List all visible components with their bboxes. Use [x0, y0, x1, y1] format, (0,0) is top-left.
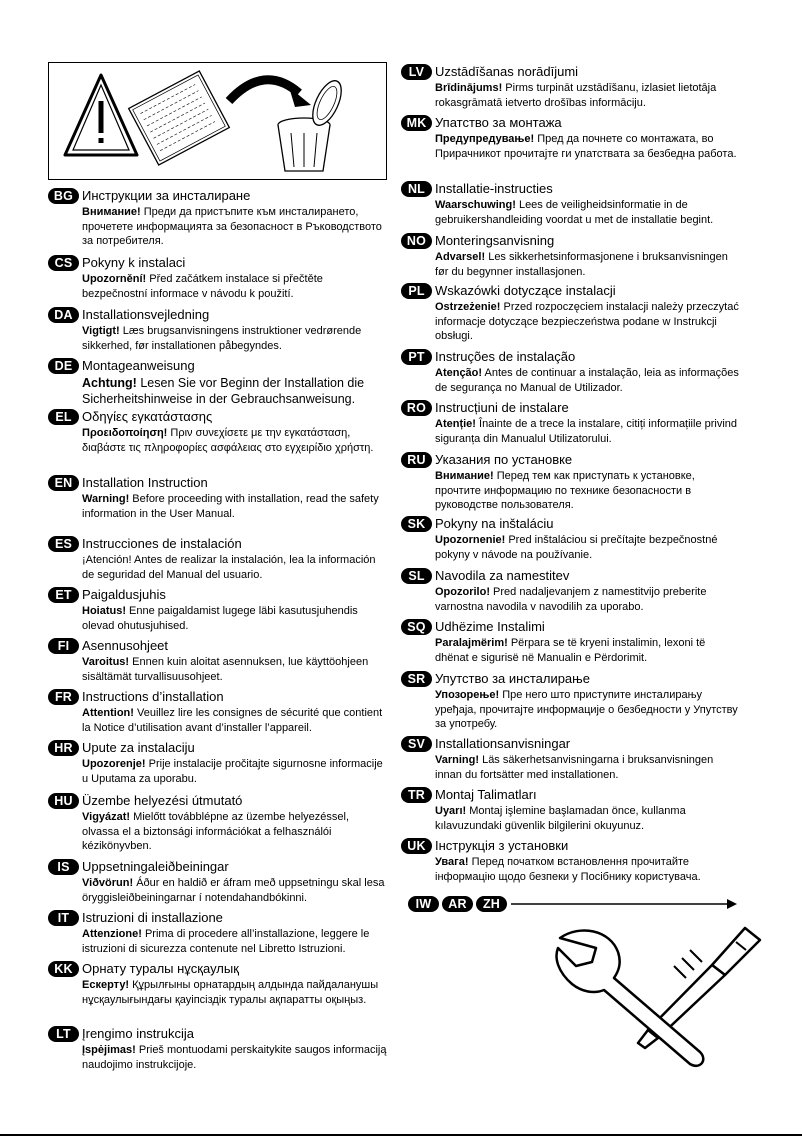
lang-section-ro — [401, 400, 741, 446]
lang-badge-it: IT — [48, 910, 79, 926]
lang-header — [401, 233, 741, 250]
lang-header — [401, 400, 741, 417]
warning-message: Құрылғыны орнатардың алдында пайдаланушы нұсқаулығындағы қауіпсіздік туралы ақпаратты оқыңыз. — [82, 979, 379, 1006]
warning-label: Viðvörun! — [82, 877, 134, 889]
warning-label: Ескерту! — [82, 979, 130, 991]
lang-title: Installationsanvisningar — [435, 736, 571, 751]
warning-message: Les sikkerhetsinformasjonene i bruksanvisningen før du begynner installasjonen. — [435, 251, 728, 278]
lang-title: Орнату туралы нұсқаулық — [82, 961, 239, 976]
lang-header — [48, 358, 388, 375]
warning-message: Mielőtt továbblépne az üzembe helyezéssel, olvassa el a biztonsági információkat a felhasználói kézikönyvben. — [82, 811, 349, 852]
lang-section-fi — [48, 638, 388, 684]
warning-message: Před začátkem instalace si přečtěte bezpečnostní informace v návodu k použití. — [82, 273, 323, 300]
lang-badge-pt: PT — [401, 349, 432, 365]
lang-title: Uzstādīšanas norādījumi — [435, 64, 579, 79]
lang-header — [48, 536, 388, 553]
warning-message: Veuillez lire les consignes de sécurité que contient la Notice d’utilisation avant d’installer l’appareil. — [82, 707, 383, 734]
lang-badge-da: DA — [48, 307, 79, 323]
lang-badge-lt: LT — [48, 1026, 79, 1042]
lang-badge-sr: SR — [401, 671, 432, 687]
lang-title: Pokyny na inštaláciu — [435, 516, 554, 531]
lang-header — [401, 115, 741, 132]
lang-section-sr — [401, 671, 741, 732]
warning-text — [82, 553, 388, 582]
lang-section-es — [48, 536, 388, 582]
lang-header — [48, 409, 388, 426]
lang-badge-hu: HU — [48, 793, 79, 809]
lang-section-kk — [48, 961, 388, 1007]
lang-badge-uk: UK — [401, 838, 432, 854]
warning-text — [435, 688, 741, 732]
lang-badge-ro: RO — [401, 400, 432, 416]
lang-header — [401, 736, 741, 753]
lang-badge-fr: FR — [48, 689, 79, 705]
lang-title: Instructions d’installation — [82, 689, 224, 704]
warning-message: Læs brugsanvisningens instruktioner vedrørende sikkerhed, før installationen påbegyndes. — [82, 325, 362, 352]
lang-badge-is: IS — [48, 859, 79, 875]
lang-title: Упутство за инсталирање — [435, 671, 590, 686]
warning-message: ¡Atención! Antes de realizar la instalación, lea la información de seguridad del Manual del usuario. — [82, 554, 376, 581]
warning-label: Vigtigt! — [82, 325, 120, 337]
warning-text — [82, 272, 388, 301]
warning-label: Warning! — [82, 493, 130, 505]
warning-label: Упозорење! — [435, 689, 500, 701]
lang-header — [48, 638, 388, 655]
arrow-right-icon — [511, 899, 737, 909]
lang-title: Monteringsanvisning — [435, 233, 555, 248]
warning-message: Antes de continuar a instalação, leia as informações de segurança no Manual de Utilizador. — [435, 367, 739, 394]
warning-message: Pred nadaljevanjem z namestitvijo preberite varnostna navodila v navodilih za uporabo. — [435, 586, 707, 613]
lang-title: Montageanweisung — [82, 358, 195, 373]
lang-badge-no: NO — [401, 233, 432, 249]
warning-triangle-icon — [49, 63, 386, 179]
warning-message: Áður en haldið er áfram með uppsetningu skal lesa öryggisleiðbeiningarnar í notendahandbókinni. — [82, 877, 385, 904]
lang-section-is — [48, 859, 388, 905]
warning-text — [435, 585, 741, 614]
trash-bin-icon — [278, 77, 347, 171]
warning-text — [82, 655, 388, 684]
warning-message: Enne paigaldamist lugege läbi kasutusjuhendis olevad ohutusjuhised. — [82, 605, 358, 632]
lang-title: Installationsvejledning — [82, 307, 210, 322]
warning-label: Upozornění! — [82, 273, 147, 285]
lang-title: Üzembe helyezési útmutató — [82, 793, 243, 808]
lang-section-nl — [401, 181, 741, 227]
lang-header — [48, 859, 388, 876]
warning-message: Läs säkerhetsanvisningarna i bruksanvisningen innan du fortsätter med installationen. — [435, 754, 714, 781]
warning-label: Advarsel! — [435, 251, 486, 263]
lang-header — [48, 910, 388, 927]
lang-header — [48, 689, 388, 706]
lang-title: Montaj Talimatları — [435, 787, 537, 802]
lang-title: Asennusohjeet — [82, 638, 169, 653]
warning-text — [435, 300, 741, 344]
lang-header — [401, 452, 741, 469]
lang-badge-sl: SL — [401, 568, 432, 584]
warning-text — [435, 636, 741, 665]
warning-message: Pirms turpināt uzstādīšanu, izlasiet lietotāja rokasgrāmatā ietverto drošības informāciju. — [435, 82, 717, 109]
warning-label: Attenzione! — [82, 928, 142, 940]
lang-header — [401, 283, 741, 300]
lang-badge-lv: LV — [401, 64, 432, 80]
lang-header — [401, 619, 741, 636]
warning-message: Lees de veiligheidsinformatie in de gebruikershandleiding voordat u met de installatie begint. — [435, 199, 714, 226]
lang-badge-de: DE — [48, 358, 79, 374]
lang-section-it — [48, 910, 388, 956]
lang-title: Pokyny k instalaci — [82, 255, 186, 270]
lang-section-sq — [401, 619, 741, 665]
lang-badge-kk: KK — [48, 961, 79, 977]
lang-title: Navodila za namestitev — [435, 568, 570, 583]
lang-title: Installatie-instructies — [435, 181, 553, 196]
lang-header — [401, 671, 741, 688]
warning-label: Paralajmërim! — [435, 637, 508, 649]
lang-header — [401, 64, 741, 81]
lang-header — [401, 838, 741, 855]
warning-label: Предупредување! — [435, 133, 535, 145]
warning-message: Перед початком встановлення прочитайте інформацію щодо безпеки у Посібнику користувача. — [435, 856, 701, 883]
lang-badge-el: EL — [48, 409, 79, 425]
lang-badge-iw: IW — [408, 896, 439, 912]
lang-badge-mk: MK — [401, 115, 432, 131]
warning-text — [82, 604, 388, 633]
lang-badge-sv: SV — [401, 736, 432, 752]
warning-text — [82, 492, 388, 521]
lang-section-mk — [401, 115, 741, 161]
warning-message: Înainte de a trece la instalare, citiți informațiile privind siguranța din Manualul Utilizatorului. — [435, 418, 738, 445]
warning-text — [82, 757, 388, 786]
lang-section-fr — [48, 689, 388, 735]
lang-title: Installation Instruction — [82, 475, 208, 490]
lang-header — [401, 516, 741, 533]
wrench-screwdriver-icon — [540, 920, 790, 1070]
warning-text — [435, 198, 741, 227]
lang-title: Οδηγίες εγκατάστασης — [82, 409, 213, 424]
warning-label: Įspėjimas! — [82, 1044, 136, 1056]
lang-header — [48, 188, 388, 205]
warning-text — [82, 205, 388, 249]
warning-message: Përpara se të kryeni instalimin, lexoni të dhënat e sigurisë në Manualin e Përdorimit. — [435, 637, 706, 664]
warning-text — [82, 375, 388, 407]
warning-label: Внимание! — [82, 206, 141, 218]
warning-message: Przed rozpoczęciem instalacji należy przeczytać informacje dotyczące bezpieczeństwa podane w Instrukcji obsługi. — [435, 301, 739, 342]
warning-message: Prije instalacije pročitajte sigurnosne informacije u Uputama za uporabu. — [82, 758, 383, 785]
warning-text — [82, 810, 388, 854]
lang-section-de — [48, 358, 388, 407]
lang-badge-es: ES — [48, 536, 79, 552]
warning-label: Upozorenje! — [82, 758, 146, 770]
lang-title: Упатство за монтажа — [435, 115, 562, 130]
lang-header — [48, 307, 388, 324]
warning-text — [82, 978, 388, 1007]
warning-text — [435, 250, 741, 279]
warning-label: Vigyázat! — [82, 811, 131, 823]
lang-badge-zh: ZH — [476, 896, 507, 912]
lang-section-lt — [48, 1026, 388, 1072]
warning-label: Attention! — [82, 707, 134, 719]
warning-text — [435, 417, 741, 446]
warning-text — [435, 469, 741, 513]
lang-section-lv — [401, 64, 741, 110]
lang-title: Инструкции за инсталиране — [82, 188, 251, 203]
warning-message: Πριν συνεχίσετε με την εγκατάσταση, διαβάστε τις πληροφορίες ασφάλειας στο εγχειρίδιο χρήστη. — [82, 427, 374, 454]
warning-label: Увага! — [435, 856, 469, 868]
warning-message: Montaj işlemine başlamadan önce, kullanma kılavuzundaki güvenlik bilgilerini okuyunuz. — [435, 805, 686, 832]
warning-label: Varning! — [435, 754, 480, 766]
lang-title: Upute za instalaciju — [82, 740, 195, 755]
lang-title: Udhëzime Instalimi — [435, 619, 545, 634]
warning-text — [435, 753, 741, 782]
warning-message: Преди да пристъпите към инсталирането, прочетете информацията за безопасност в Ръководството за потребителя. — [82, 206, 382, 247]
lang-section-cs — [48, 255, 388, 301]
lang-badge-bg: BG — [48, 188, 79, 204]
lang-section-sl — [401, 568, 741, 614]
lang-header — [48, 740, 388, 757]
lang-section-el — [48, 409, 388, 455]
lang-badge-nl: NL — [401, 181, 432, 197]
lang-badge-sq: SQ — [401, 619, 432, 635]
lang-header — [48, 961, 388, 978]
lang-section-en — [48, 475, 388, 521]
warning-label: Atenção! — [435, 367, 483, 379]
lang-header — [48, 475, 388, 492]
lang-header — [48, 793, 388, 810]
manual-booklet-icon — [129, 71, 230, 165]
lang-header — [48, 587, 388, 604]
warning-message: Prieš montuodami perskaitykite saugos informaciją naudojimo instrukcijoje. — [82, 1044, 387, 1071]
warning-label: Hoiatus! — [82, 605, 126, 617]
lang-badge-pl: PL — [401, 283, 432, 299]
warning-text — [82, 876, 388, 905]
lang-badge-hr: HR — [48, 740, 79, 756]
lang-badge-cs: CS — [48, 255, 79, 271]
lang-header — [48, 1026, 388, 1043]
warning-message: Ennen kuin aloitat asennuksen, lue käyttöohjeen sisältämät turvallisuusohjeet. — [82, 656, 369, 683]
lang-title: Istruzioni di installazione — [82, 910, 223, 925]
warning-text — [435, 366, 741, 395]
warning-label: Varoitus! — [82, 656, 130, 668]
warning-text — [435, 81, 741, 110]
warning-message: Перед тем как приступать к установке, прочтите информацию по технике безопасности в руководстве пользователя. — [435, 470, 695, 511]
warning-label: Opozorilo! — [435, 586, 490, 598]
lang-section-hr — [48, 740, 388, 786]
warning-label: Brīdinājums! — [435, 82, 503, 94]
warning-message: Prima di procedere all’installazione, leggere le istruzioni di sicurezza contenute nel Libretto Istruzioni. — [82, 928, 370, 955]
lang-badge-ru: RU — [401, 452, 432, 468]
lang-section-pt — [401, 349, 741, 395]
warning-label: Waarschuwing! — [435, 199, 516, 211]
warning-label: Ostrzeżenie! — [435, 301, 501, 313]
warning-message: Before proceeding with installation, read the safety information in the User Manual. — [82, 493, 379, 520]
warning-message: Lesen Sie vor Beginn der Installation die Sicherheitshinweise in der Gebrauchsanweisung. — [82, 376, 365, 406]
warning-label: Внимание! — [435, 470, 494, 482]
lang-section-no — [401, 233, 741, 279]
warning-label: Uyarı! — [435, 805, 467, 817]
warning-message: Pred inštaláciou si prečítajte bezpečnostné pokyny v návode na používanie. — [435, 534, 718, 561]
lang-title: Instrucțiuni de instalare — [435, 400, 569, 415]
lang-section-hu — [48, 793, 388, 854]
lang-title: Įrengimo instrukcija — [82, 1026, 194, 1041]
warning-label: Achtung! — [82, 376, 137, 390]
lang-badge-fi: FI — [48, 638, 79, 654]
lang-section-sk — [401, 516, 741, 562]
lang-title: Instruções de instalação — [435, 349, 576, 364]
lang-section-ru — [401, 452, 741, 513]
lang-title: Інструкція з установки — [435, 838, 569, 853]
lang-title: Wskazówki dotyczące instalacji — [435, 283, 616, 298]
lang-title: Instrucciones de instalación — [82, 536, 242, 551]
lang-header — [401, 568, 741, 585]
warning-text — [435, 533, 741, 562]
warning-text — [82, 706, 388, 735]
warning-message: Пред да почнете со монтажата, во Прирачникот прочитајте ги упатствата за безбедна работа. — [435, 133, 737, 160]
lang-section-sv — [401, 736, 741, 782]
warning-text — [82, 927, 388, 956]
lang-title: Указания по установке — [435, 452, 573, 467]
warning-text — [435, 804, 741, 833]
warning-text — [435, 855, 741, 884]
lang-section-tr — [401, 787, 741, 833]
lang-section-pl — [401, 283, 741, 344]
lang-header — [48, 255, 388, 272]
lang-header — [401, 181, 741, 198]
lang-section-uk — [401, 838, 741, 884]
warning-text — [82, 426, 388, 455]
lang-section-da — [48, 307, 388, 353]
warning-message: Пре него што приступите инсталирању уређаја, прочитајте информације о безбедности у Упутству за употребу. — [435, 689, 738, 730]
lang-badge-sk: SK — [401, 516, 432, 532]
lang-section-et — [48, 587, 388, 633]
lang-badge-et: ET — [48, 587, 79, 603]
warning-illustration — [48, 62, 387, 180]
lang-badge-tr: TR — [401, 787, 432, 803]
warning-label: Προειδοποίηση! — [82, 427, 168, 439]
warning-text — [82, 1043, 388, 1072]
lang-badge-ar: AR — [442, 896, 473, 912]
warning-text — [82, 324, 388, 353]
lang-section-bg — [48, 188, 388, 249]
warning-text — [435, 132, 741, 161]
lang-header — [401, 349, 741, 366]
warning-label: Upozornenie! — [435, 534, 506, 546]
warning-label: Atenție! — [435, 418, 476, 430]
lang-badge-en: EN — [48, 475, 79, 491]
lang-header — [401, 787, 741, 804]
lang-title: Paigaldusjuhis — [82, 587, 166, 602]
lang-title: Uppsetningaleiðbeiningar — [82, 859, 229, 874]
